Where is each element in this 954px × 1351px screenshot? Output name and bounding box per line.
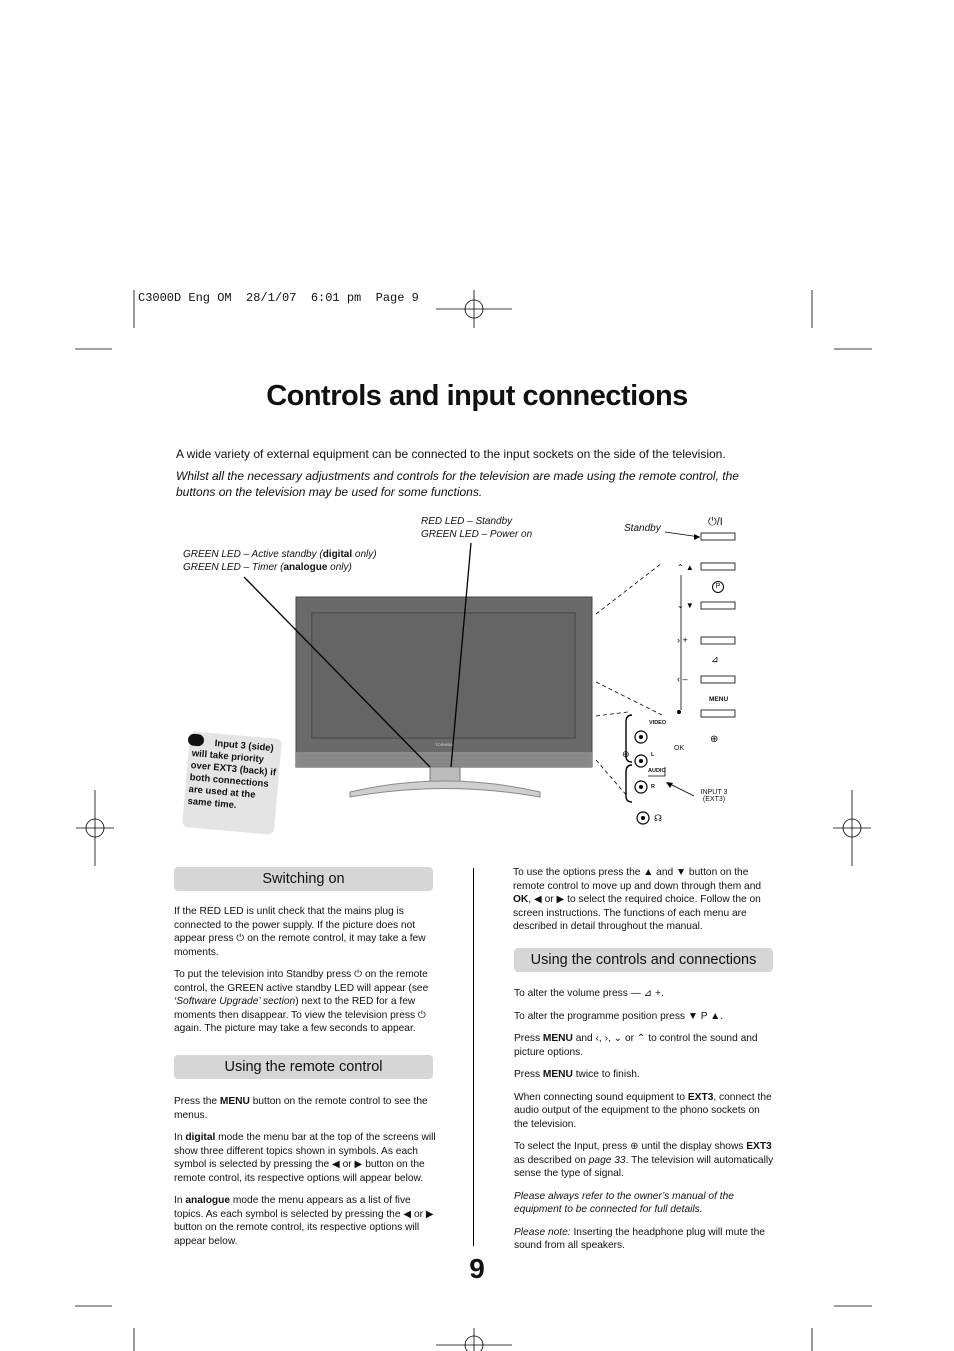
tv-brand: TOSHIBA bbox=[435, 742, 453, 747]
intro-line: A wide variety of external equipment can be connected to the input sockets on the side of the television. bbox=[176, 447, 726, 461]
volume-triangle-icon: ⊿ bbox=[711, 654, 719, 664]
headphone-icon: ☊ bbox=[654, 813, 662, 823]
power-icon: ⏻ bbox=[236, 933, 245, 944]
power-icon: ⏻ bbox=[354, 969, 363, 980]
input3-label: INPUT 3 (EXT3) bbox=[700, 789, 728, 803]
ok-label: OK bbox=[674, 745, 685, 752]
programme-p-icon: P bbox=[712, 581, 724, 593]
page-title: Controls and input connections bbox=[266, 380, 688, 412]
print-slug: C3000D Eng OM 28/1/07 6:01 pm Page 9 bbox=[138, 291, 419, 305]
video-label: VIDEO bbox=[649, 720, 667, 726]
ch-up-label: ⌃ ▲ bbox=[677, 563, 694, 572]
switching-on-text: If the RED LED is unlit check that the mains plug is connected to the power supply. If the picture does not appear press ⏻ on the remote control, it may take a few moments. To put the television into Standby press ⏻ on the remote control, the GREEN active standby LED will appear (see ‘Software Upgrade’ section) next to the RED for a few moments then disappear. To view the television press ⏻ again. The picture may take a few seconds to appear. bbox=[174, 906, 429, 1034]
audio-label: AUDIO bbox=[648, 768, 666, 774]
tv-stand bbox=[350, 781, 540, 797]
input-icon: ⊕ bbox=[630, 1141, 639, 1152]
audio-l-label: L bbox=[651, 752, 655, 758]
remote-heading: Using the remote control bbox=[174, 1055, 433, 1079]
controls-heading: Using the controls and connections bbox=[514, 948, 773, 972]
input-icon: ⊕ bbox=[710, 734, 719, 745]
menu-button-label: MENU bbox=[709, 696, 729, 703]
ch-down-label: ⌄ ▼ bbox=[677, 601, 694, 610]
green-led-label: GREEN LED – Active standby (digital only) GREEN LED – Timer (analogue only) bbox=[183, 549, 377, 573]
vol-down-label: ‹ – bbox=[677, 674, 688, 684]
switching-on-heading: Switching on bbox=[174, 867, 433, 891]
power-icon: ⏻ bbox=[417, 1009, 426, 1021]
column-divider bbox=[473, 868, 474, 1246]
audio-r-label: R bbox=[651, 784, 655, 790]
input-socket-icon: ⊕ bbox=[622, 749, 630, 759]
standby-icon: ⏻/I bbox=[708, 516, 723, 528]
red-led-label: RED LED – Standby GREEN LED – Power on bbox=[421, 516, 533, 540]
speaker-strip bbox=[296, 752, 592, 767]
vol-up-label: › + bbox=[677, 635, 688, 645]
remote-text: Press the MENU button on the remote control to see the menus. In digital mode the menu bar at the top of the screens will show three different topics shown in symbols. As each symbol is selected by pressing the ◀ or ▶ button on the remote control, its respective options will appear below. In analogue mode the menu appears as a list of five topics. As each symbol is selected by pressing the ◀ or ▶ button on the remote control, its respective options will appear below. bbox=[174, 1096, 436, 1247]
intro-italic: Whilst all the necessary adjustments and controls for the television are made using the remote control, the buttons on the television may be used for some functions. bbox=[176, 469, 739, 499]
page-number: 9 bbox=[469, 1253, 485, 1284]
options-text: To use the options press the ▲ and ▼ button on the remote control to move up and down through them and OK, ◀ or ▶ to select the required choice. Follow the on screen instructions. The functions of each menu are described in detail throughout the manual. bbox=[513, 867, 762, 932]
standby-label: Standby bbox=[624, 523, 661, 534]
tip-text: Input 3 (side) will take priority over EXT3 (back) if both connections are used at the same time. bbox=[187, 738, 277, 812]
controls-text: To alter the volume press — ⊿ +. To alter the programme position press ▼ P ▲. Press MENU and ‹, ›, ⌄ or ⌃ to control the sound and picture options. Press MENU twice to finish. When connecting sound equipment to EXT3, connect the audio output of the equipment to the phono sockets on the television. To select the Input, press ⊕ until the display shows EXT3 as described on page 33. The television will automatically sense the type of signal. Please always refer to the owner’s manual of the equipment to be connected for full details. Please note: Inserting the headphone plug will mute the sound from all speakers. bbox=[514, 988, 774, 1251]
